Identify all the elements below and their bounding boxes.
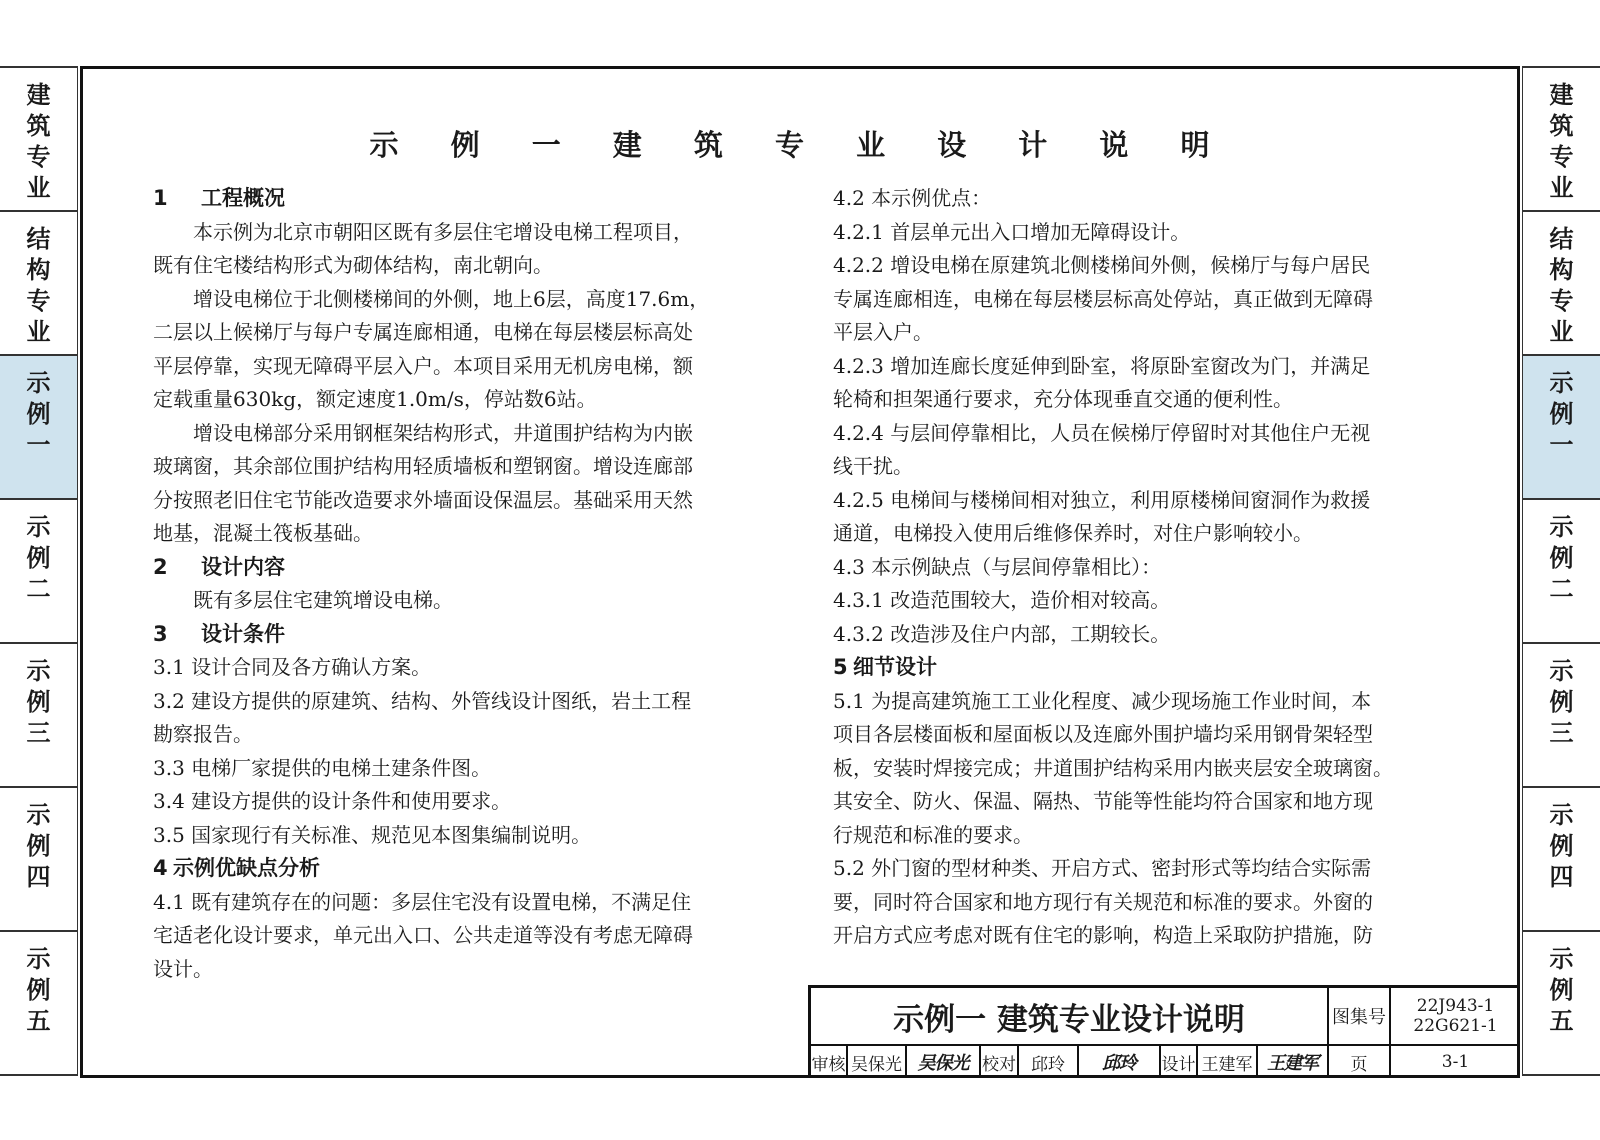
text-line: 4.2.2 增设电梯在原建筑北侧楼梯间外侧，候梯厅与每户居民 <box>833 253 1371 277</box>
left-tab-1[interactable] <box>0 66 78 210</box>
text-line: 平层入户。 <box>833 320 933 344</box>
text-line: 3.1 设计合同及各方确认方案。 <box>153 655 432 679</box>
text-line: 项目各层楼面板和屋面板以及连廊外围护墙均采用钢骨架轻型 <box>833 722 1373 746</box>
section-title: 工程概况 <box>201 186 285 210</box>
section-heading <box>153 618 781 652</box>
section-number: 1 <box>153 186 168 210</box>
page-title: 示 例 一 建 筑 专 业 设 计 说 明 <box>369 128 1231 162</box>
tab-label: 建筑专业 <box>26 81 51 202</box>
text-line: 平层停靠，实现无障碍平层入户。本项目采用无机房电梯，额 <box>153 353 693 378</box>
tab-label: 示例三 <box>26 657 51 747</box>
tab-label: 示例四 <box>26 801 51 891</box>
review-label: 审核 <box>811 1046 848 1078</box>
text-line: 5.2 外门窗的型材种类、开启方式、密封形式等均结合实际需 <box>833 856 1372 880</box>
text-line: 分按照老旧住宅节能改造要求外墙面设保温层。基础采用天然 <box>153 487 693 512</box>
tab-label: 建筑专业 <box>1549 81 1574 202</box>
signature-row <box>811 1046 1520 1078</box>
tab-label: 示例五 <box>1549 945 1574 1035</box>
text-line: 4.3.2 改造涉及住户内部，工期较长。 <box>833 621 1171 646</box>
tab-label: 示例四 <box>1549 801 1574 891</box>
text-line: 专属连廊相连，电梯在每层楼层标高处停站，真正做到无障碍 <box>833 286 1373 311</box>
text-line: 玻璃窗，其余部位围护结构用轻质墙板和塑钢窗。增设连廊部 <box>153 454 693 478</box>
section-number: 5 <box>833 655 848 679</box>
reviewer-signature: 吴保光 <box>907 1046 981 1078</box>
section-heading <box>153 852 781 886</box>
atlas-number-1: 22J943-1 <box>1416 996 1495 1016</box>
left-tab-3[interactable] <box>0 354 78 498</box>
right-tab-6[interactable] <box>1522 786 1600 930</box>
right-tab-2[interactable] <box>1522 210 1600 354</box>
left-tab-2[interactable] <box>0 210 78 354</box>
section-heading <box>153 182 781 216</box>
title-block-title: 示例一 建筑专业设计说明 <box>811 988 1329 1046</box>
section-heading <box>153 551 781 585</box>
text-line: 行规范和标准的要求。 <box>833 822 1033 847</box>
atlas-number-label: 图集号 <box>1329 988 1391 1046</box>
reviewer-name: 吴保光 <box>848 1046 907 1078</box>
tab-label: 示例一 <box>26 369 51 459</box>
text-line: 4.1 既有建筑存在的问题：多层住宅没有设置电梯，不满足住 <box>153 889 692 914</box>
section-heading <box>833 651 1463 685</box>
right-tab-3[interactable] <box>1522 354 1600 498</box>
atlas-numbers <box>1391 988 1520 1046</box>
text-line: 4.2.1 首层单元出入口增加无障碍设计。 <box>833 219 1191 244</box>
left-tab-7[interactable] <box>0 930 78 1076</box>
text-line: 3.5 国家现行有关标准、规范见本图集编制说明。 <box>153 822 592 847</box>
text-line: 既有住宅楼结构形式为砌体结构，南北朝向。 <box>153 253 553 277</box>
section-title: 设计条件 <box>201 621 285 646</box>
left-side-tabs <box>0 66 78 1076</box>
section-number: 4 <box>153 856 168 880</box>
page-label: 页 <box>1329 1046 1391 1078</box>
text-line: 4.2 本示例优点： <box>833 186 992 210</box>
section-number: 3 <box>153 621 168 646</box>
text-line: 开启方式应考虑对既有住宅的影响，构造上采取防护措施，防 <box>833 923 1373 947</box>
tab-label: 示例三 <box>1549 657 1574 747</box>
text-line: 二层以上候梯厅与每户专属连廊相通，电梯在每层楼层标高处 <box>153 320 693 344</box>
text-line: 线干扰。 <box>833 454 913 478</box>
tab-label: 结构专业 <box>26 225 51 346</box>
left-tab-5[interactable] <box>0 642 78 786</box>
text-line: 轮椅和担架通行要求，充分体现垂直交通的便利性。 <box>833 387 1293 411</box>
text-line: 宅适老化设计要求，单元出入口、公共走道等没有考虑无障碍 <box>153 923 693 947</box>
section-title: 示例优缺点分析 <box>173 856 320 880</box>
check-label: 校对 <box>981 1046 1019 1078</box>
text-line: 增设电梯部分采用钢框架结构形式，井道围护结构为内嵌 <box>193 420 693 445</box>
text-line: 4.3.1 改造范围较大，造价相对较高。 <box>833 588 1171 612</box>
text-line: 3.2 建设方提供的原建筑、结构、外管线设计图纸，岩土工程 <box>153 688 692 713</box>
design-label: 设计 <box>1161 1046 1198 1078</box>
right-tab-1[interactable] <box>1522 66 1600 210</box>
text-line: 既有多层住宅建筑增设电梯。 <box>193 588 453 612</box>
right-tab-7[interactable] <box>1522 930 1600 1076</box>
text-line: 3.3 电梯厂家提供的电梯土建条件图。 <box>153 755 492 780</box>
text-line: 4.3 本示例缺点（与层间停靠相比）： <box>833 554 1162 579</box>
left-tab-6[interactable] <box>0 786 78 930</box>
text-line: 4.2.4 与层间停靠相比，人员在候梯厅停留时对其他住户无视 <box>833 420 1371 445</box>
text-line: 板，安装时焊接完成；井道围护结构采用内嵌夹层安全玻璃窗。 <box>833 755 1393 780</box>
right-text-column <box>833 182 1463 953</box>
text-line: 3.4 建设方提供的设计条件和使用要求。 <box>153 789 512 813</box>
text-line: 地基，混凝土筏板基础。 <box>153 521 373 545</box>
text-line: 增设电梯位于北侧楼梯间的外侧，地上6层，高度17.6m， <box>193 286 710 311</box>
section-title: 细节设计 <box>853 655 937 679</box>
left-tab-4[interactable] <box>0 498 78 642</box>
section-number: 2 <box>153 554 168 579</box>
tab-label: 示例一 <box>1549 369 1574 459</box>
text-line: 4.2.5 电梯间与楼梯间相对独立，利用原楼梯间窗洞作为救援 <box>833 487 1371 512</box>
designer-signature: 王建军 <box>1258 1046 1329 1078</box>
tab-label: 结构专业 <box>1549 225 1574 346</box>
text-line: 其安全、防火、保温、隔热、节能等性能均符合国家和地方现 <box>833 789 1373 813</box>
text-line: 设计。 <box>153 956 213 981</box>
atlas-number-2: 22G621-1 <box>1413 1016 1498 1036</box>
tab-label: 示例二 <box>26 513 51 603</box>
left-text-column <box>153 182 781 986</box>
designer-name: 王建军 <box>1198 1046 1258 1078</box>
right-tab-5[interactable] <box>1522 642 1600 786</box>
text-line: 5.1 为提高建筑施工工业化程度、减少现场施工作业时间，本 <box>833 688 1372 713</box>
right-side-tabs <box>1522 66 1600 1076</box>
title-block <box>808 985 1520 1078</box>
tab-label: 示例二 <box>1549 513 1574 603</box>
section-title: 设计内容 <box>201 554 285 579</box>
text-line: 定载重量630kg，额定速度1.0m/s，停站数6站。 <box>153 387 597 411</box>
text-line: 要，同时符合国家和地方现行有关规范和标准的要求。外窗的 <box>833 889 1373 914</box>
page-number: 3-1 <box>1441 1052 1470 1072</box>
checker-name: 邱玲 <box>1019 1046 1079 1078</box>
text-line: 勘察报告。 <box>153 722 253 746</box>
text-line: 通道，电梯投入使用后维修保养时，对住户影响较小。 <box>833 521 1313 545</box>
right-tab-4[interactable] <box>1522 498 1600 642</box>
text-line: 4.2.3 增加连廊长度延伸到卧室，将原卧室窗改为门，并满足 <box>833 353 1371 378</box>
tab-label: 示例五 <box>26 945 51 1035</box>
text-line: 本示例为北京市朝阳区既有多层住宅增设电梯工程项目， <box>193 219 693 244</box>
checker-signature: 邱玲 <box>1079 1046 1161 1078</box>
